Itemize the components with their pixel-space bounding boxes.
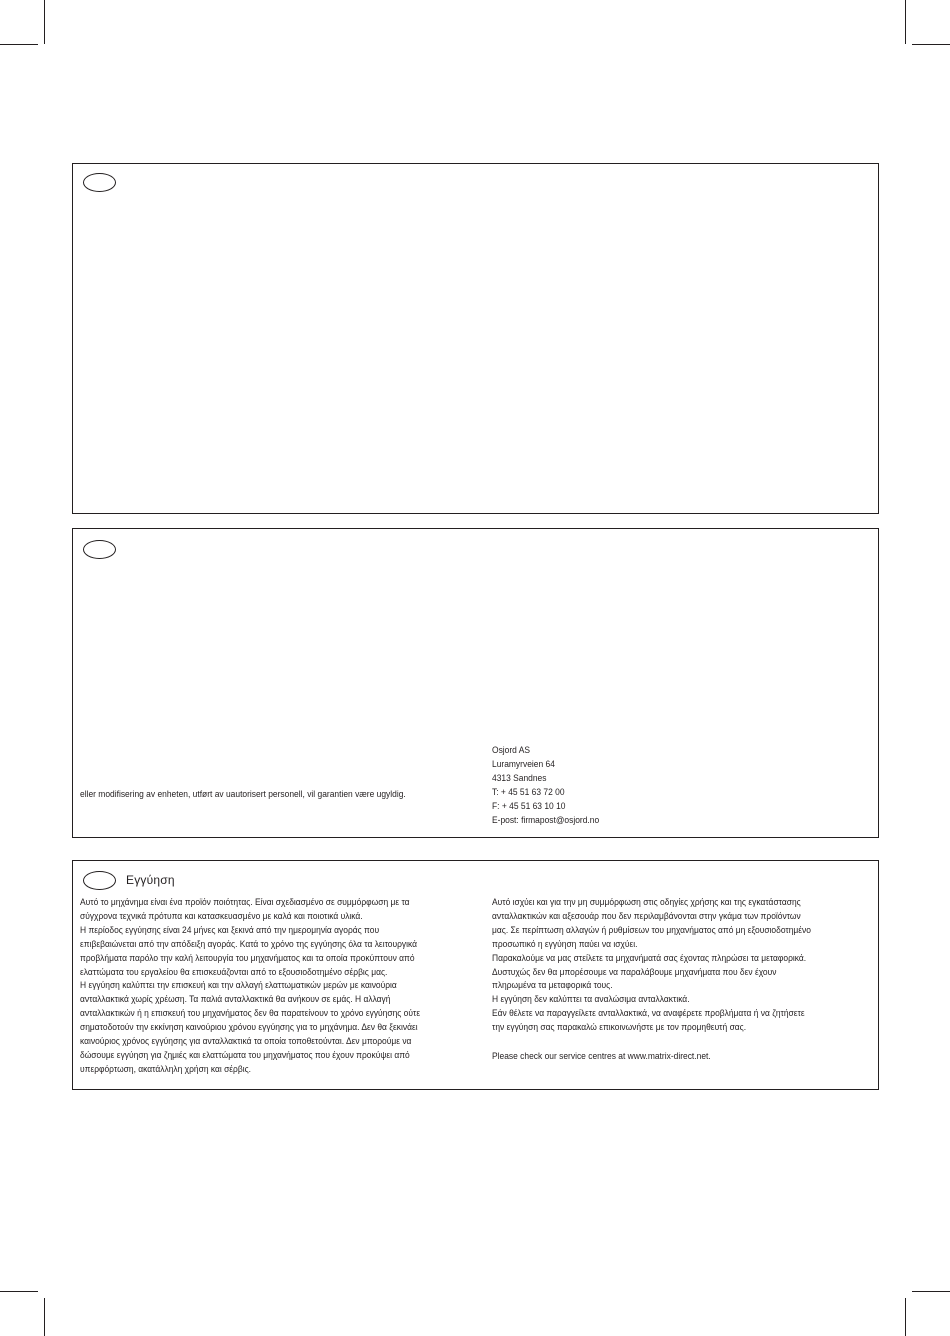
fax-line: F: + 45 51 63 10 10 bbox=[492, 800, 566, 811]
language-badge bbox=[83, 871, 116, 890]
warranty-text-left: Αυτό το μηχάνημα είναι ένα προϊόν ποιότητας. Είναι σχεδιασμένο σε συμμόρφωση με τα σύγχρονα τεχνικά πρότυπα και κατασκευασμένο με καλά και ποιοτικά υλικά. Η περίοδος εγγύησης είναι 24 μήνες και ξεκινά από την ημερομηνία αγοράς που επιβεβαιώνεται από την απόδειξη αγοράς. Κατά το χρόνο της εγγύησης όλα τα λειτουργικά προβλήματα παρόλο την καλή λειτουργία του μηχανήματος και τα οποία προκύπτουν από ελαττώματα του εργαλείου θα επισκευάζονται από το εξουσιοδοτημένο σέρβις μας. Η εγγύηση καλύπτει την επισκευή και την αλλαγή ελαττωματικών μερών με καινούρια ανταλλακτικά χωρίς χρέωση. Τα παλιά ανταλλακτικά θα ανήκουν σε εμάς. Η αλλαγή ανταλλακτικών ή η επισκευή του μηχανήματος δεν θα παρατείνουν το χρόνο εγγύησης ούτε σηματοδοτούν την εκκίνηση καινούριου χρόνου εγγύησης για το μηχάνημα. Δεν θα ξεκινάει καινούριος χρόνος εγγύησης για ανταλλακτικά τα οποία τοποθετούνται. Δεν μπορούμε να δώσουμε εγγύηση για ζημιές και ελαττώματα του μηχανήματος που έχουν προκύψει από υπερφόρτωση, ακατάλληλη χρήση και σέρβις. bbox=[80, 897, 421, 1074]
address-line: 4313 Sandnes bbox=[492, 772, 547, 783]
crop-mark bbox=[0, 44, 38, 45]
email-line: E-post: firmapost@osjord.no bbox=[492, 814, 600, 825]
crop-mark bbox=[905, 0, 906, 44]
warranty-section-1 bbox=[72, 163, 879, 514]
warranty-section-norwegian bbox=[72, 528, 879, 838]
crop-mark bbox=[0, 1291, 38, 1292]
crop-mark bbox=[44, 1298, 45, 1336]
service-centres-note: Please check our service centres at www.matrix-direct.net. bbox=[492, 1051, 711, 1061]
section-heading: Εγγύηση bbox=[126, 873, 175, 887]
phone-line: T: + 45 51 63 72 00 bbox=[492, 786, 565, 797]
crop-mark bbox=[905, 1298, 906, 1336]
language-badge bbox=[83, 173, 116, 192]
crop-mark bbox=[44, 0, 45, 44]
warranty-text-right: Αυτό ισχύει και για την μη συμμόρφωση στις οδηγίες χρήσης και της εγκατάστασης ανταλλακτικών και αξεσουάρ που δεν περιλαμβάνονται στην γκάμα των προϊόντων μας. Σε περίπτωση αλλαγών ή ρυθμίσεων του μηχανήματος από μη εξουσιοδοτημένο προσωπικό η εγγύηση παύει να ισχύει. Παρακαλούμε να μας στείλετε τα μηχανήματά σας έχοντας πληρώσει τα μεταφορικά. Δυστυχώς δεν θα μπορέσουμε να παραλάβουμε μηχανήματα που δεν έχουν πληρωμένα τα μεταφορικά τους. Η εγγύηση δεν καλύπτει τα αναλώσιμα ανταλλακτικά. Εάν θέλετε να παραγγείλετε ανταλλακτικά, να αναφέρετε προβλήματα ή να ζητήσετε την εγγύηση σας παρακαλώ επικοινωνήστε με τον προμηθευτή σας. bbox=[492, 897, 811, 1033]
crop-mark bbox=[912, 1291, 950, 1292]
crop-mark bbox=[912, 44, 950, 45]
address-line: Osjord AS bbox=[492, 745, 531, 755]
language-badge bbox=[83, 540, 116, 559]
void-clause: eller modifisering av enheten, utført av uautorisert personell, vil garantien være ugyldig. bbox=[80, 789, 406, 799]
warranty-section-greek bbox=[72, 860, 879, 1090]
address-line: Luramyrveien 64 bbox=[492, 758, 555, 769]
distributor-address bbox=[492, 744, 684, 827]
